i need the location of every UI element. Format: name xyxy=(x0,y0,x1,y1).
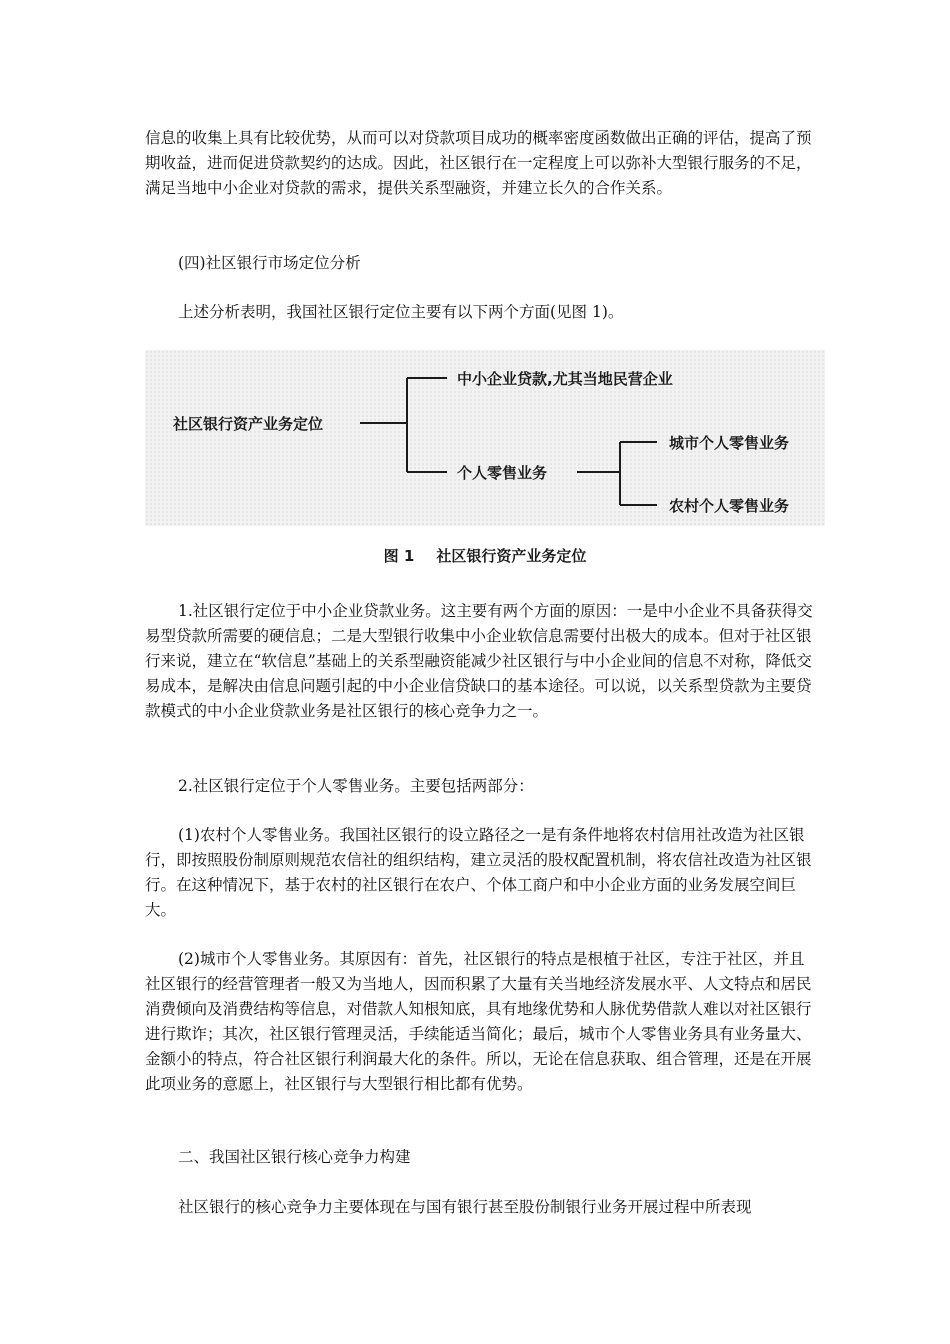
figure-title: 社区银行资产业务定位 xyxy=(436,547,587,565)
node-rural-retail: 农村个人零售业务 xyxy=(669,497,790,515)
paragraph-point-2: 2.社区银行定位于个人零售业务。主要包括两部分： xyxy=(178,777,534,795)
node-urban-retail: 城市个人零售业务 xyxy=(669,434,790,452)
section-heading-2: 二、我国社区银行核心竞争力构建 xyxy=(178,1148,411,1166)
paragraph-rural-retail: (1)农村个人零售业务。我国社区银行的设立路径之一是有条件地将农村信用社改造为社区银行，即按照股份制原则规范农信社的组织结构，建立灵活的股权配置机制，将农信社改造为社区银行。在这种情况下，基于农村的社区银行在农户、个体工商户和中小企业方面的业务发展空间巨大。 xyxy=(145,826,812,919)
node-root: 社区银行资产业务定位 xyxy=(173,415,324,433)
node-sme-loans: 中小企业贷款,尤其当地民营企业 xyxy=(457,370,673,388)
node-retail: 个人零售业务 xyxy=(457,464,548,482)
paragraph-point-1: 1.社区银行定位于中小企业贷款业务。这主要有两个方面的原因：一是中小企业不具备获得交易型贷款所需要的硬信息；二是大型银行收集中小企业软信息需要付出极大的成本。但对于社区银行来说，建立在“软信息”基础上的关系型融资能减少社区银行与中小企业间的信息不对称，降低交易成本，是解决由信息问题引起的中小企业信贷缺口的基本途径。可以说，以关系型贷款为主要贷款模式的中小企业贷款业务是社区银行的核心竞争力之一。 xyxy=(145,602,813,720)
paragraph-continuation: 信息的收集上具有比较优势，从而可以对贷款项目成功的概率密度函数做出正确的评估，提高了预期收益，进而促进贷款契约的达成。因此，社区银行在一定程度上可以弥补大型银行服务的不足，满足当地中小企业对贷款的需求，提供关系型融资，并建立长久的合作关系。 xyxy=(145,129,812,197)
figure-1-diagram xyxy=(145,350,825,526)
paragraph-core-competence: 社区银行的核心竞争力主要体现在与国有银行甚至股份制银行业务开展过程中所表现 xyxy=(178,1198,752,1216)
paragraph-urban-retail: (2)城市个人零售业务。其原因有：首先，社区银行的特点是根植于社区，专注于社区，并且社区银行的经营管理者一般又为当地人，因而积累了大量有关当地经济发展水平、人文特点和居民消费倾向及消费结构等信息，对借款人知根知底，具有地缘优势和人脉优势借款人难以对社区银行进行欺诈；其次，社区银行管理灵活，手续能适当简化；最后，城市个人零售业务具有业务量大、金额小的特点，符合社区银行利润最大化的条件。所以，无论在信息获取、组合管理，还是在开展此项业务的意愿上，社区银行与大型银行相比都有优势。 xyxy=(145,950,812,1093)
paragraph-intro-figure: 上述分析表明，我国社区银行定位主要有以下两个方面(见图 1)。 xyxy=(178,303,624,321)
figure-caption xyxy=(145,545,825,566)
figure-number: 图 1 xyxy=(383,547,415,565)
section-heading-4: (四)社区银行市场定位分析 xyxy=(178,254,361,272)
